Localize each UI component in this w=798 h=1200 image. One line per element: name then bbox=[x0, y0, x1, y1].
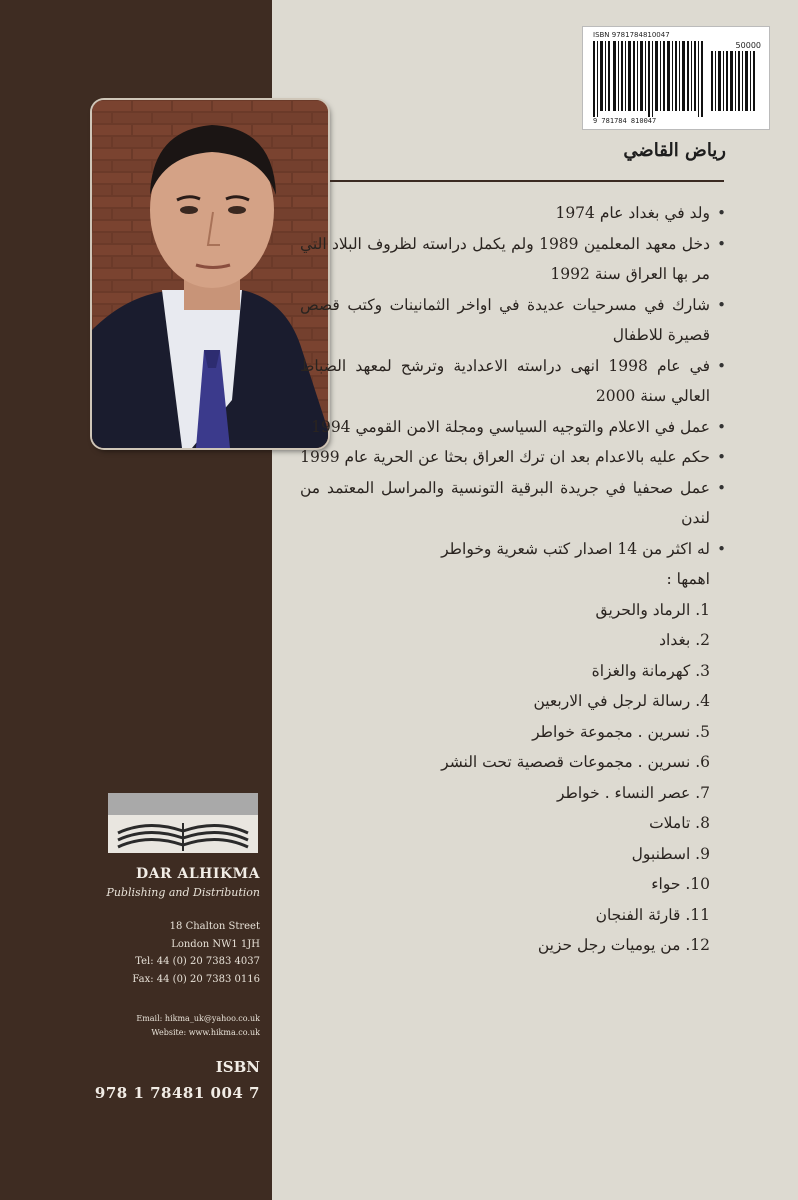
bio-item: • ولد في بغداد عام 1974 bbox=[300, 198, 728, 229]
works-list bbox=[300, 595, 728, 961]
publisher-name: DAR ALHIKMA bbox=[135, 866, 260, 882]
work-item: 5. نسرين . مجموعة خواطر bbox=[532, 722, 710, 741]
address-line: London NW1 1JH bbox=[171, 938, 260, 950]
work-item: 7. عصر النساء . خواطر bbox=[556, 783, 710, 802]
work-item: 10. حواء bbox=[651, 875, 710, 893]
author-photo bbox=[92, 100, 328, 448]
author-divider bbox=[330, 180, 724, 182]
work-item: 12. من يوميات رجل حزين bbox=[537, 936, 710, 954]
bio-item: • دخل معهد المعلمين 1989 ولم يكمل دراسته لظروف البلاد التي مر بها العراق سنة 1992 bbox=[300, 229, 728, 290]
works-heading: اهمها : bbox=[666, 570, 710, 588]
isbn-number: 978 1 78481 004 7 bbox=[94, 1084, 260, 1102]
work-item: 2. بغداد bbox=[659, 631, 710, 649]
bio-item: • في عام 1998 انهى دراسته الاعدادية وترشح لمعهد الضباط العالي سنة 2000 bbox=[300, 351, 728, 412]
publisher-contact bbox=[40, 1012, 260, 1040]
address-line: Tel: 44 (0) 20 7383 4037 bbox=[135, 956, 260, 967]
bio-item: • له اكثر من 14 اصدار كتب شعرية وخواطر bbox=[300, 534, 728, 565]
work-item: 11. قارئة الفنجان bbox=[595, 905, 710, 924]
bio-item: • حكم عليه بالاعدام بعد ان ترك العراق بحثا عن الحرية عام 1999 bbox=[300, 442, 728, 473]
address-line: 18 Chalton Street bbox=[169, 921, 260, 932]
bio-list bbox=[300, 198, 728, 564]
isbn-label: ISBN bbox=[215, 1058, 260, 1076]
publisher-book-logo-icon bbox=[108, 793, 258, 853]
work-item: 1. الرماد والحريق bbox=[595, 600, 710, 619]
publisher-subtitle: Publishing and Distribution bbox=[106, 886, 260, 899]
contact-website: Website: www.hikma.co.uk bbox=[151, 1028, 260, 1037]
barcode-price-text: 50000 bbox=[735, 41, 761, 50]
biography bbox=[300, 198, 728, 961]
bio-item: • عمل صحفيا في جريدة البرقية التونسية والمراسل المعتمد من لندن bbox=[300, 473, 728, 534]
barcode-isbn-text: ISBN 9781784810047 bbox=[593, 31, 670, 39]
work-item: 3. كهرمانة والغزاة bbox=[591, 661, 710, 680]
barcode-digits: 9 781784 810047 bbox=[593, 117, 657, 125]
work-item: 4. رسالة لرجل في الاربعين bbox=[533, 692, 710, 710]
bio-item: • شارك في مسرحيات عديدة في اواخر الثمانينات وكتب قصص قصيرة للاطفال bbox=[300, 290, 728, 351]
bio-item: • عمل في الاعلام والتوجيه السياسي ومجلة الامن القومي 1994 bbox=[300, 412, 728, 443]
work-item: 8. تاملات bbox=[649, 814, 710, 832]
work-item: 6. نسرين . مجموعات قصصية تحت النشر bbox=[441, 753, 710, 771]
contact-email: Email: hikma_uk@yahoo.co.uk bbox=[136, 1014, 260, 1023]
barcode bbox=[582, 26, 770, 130]
barcode-bars bbox=[583, 27, 769, 129]
work-item: 9. اسطنبول bbox=[631, 844, 710, 863]
publisher-address bbox=[60, 918, 260, 988]
author-name: رياض القاضي bbox=[623, 140, 726, 161]
address-line: Fax: 44 (0) 20 7383 0116 bbox=[132, 973, 260, 985]
